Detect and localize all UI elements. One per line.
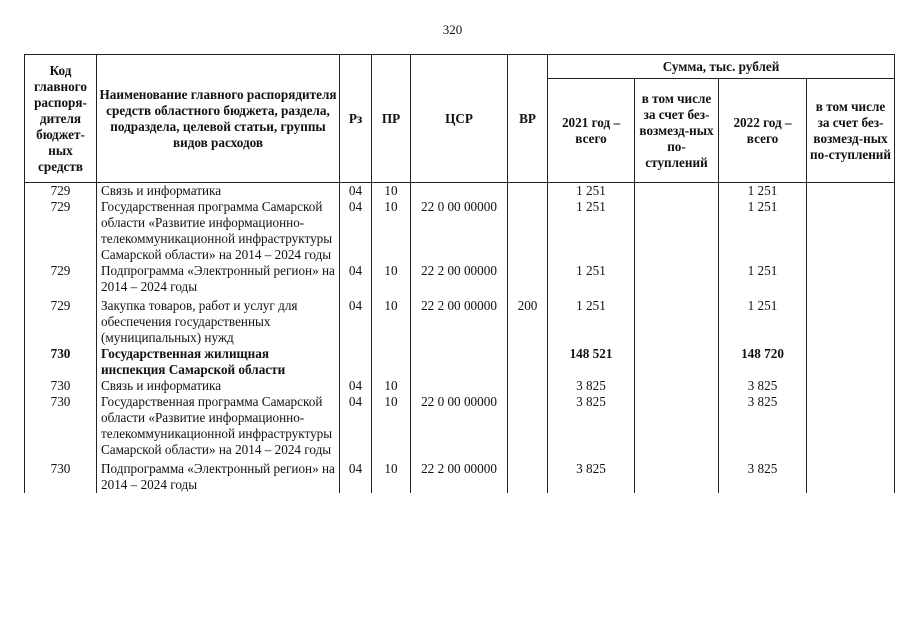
cell-2022-free xyxy=(807,183,895,200)
cell-rz: 04 xyxy=(340,394,372,458)
table-row xyxy=(25,263,895,295)
cell-code: 730 xyxy=(25,458,97,493)
cell-vr: 200 xyxy=(508,295,548,346)
cell-2022-free xyxy=(807,346,895,378)
cell-code: 729 xyxy=(25,263,97,295)
header-sum: Сумма, тыс. рублей xyxy=(548,55,895,79)
cell-pr: 10 xyxy=(372,458,411,493)
cell-2021: 3 825 xyxy=(548,458,635,493)
table-row xyxy=(25,183,895,200)
cell-2021: 1 251 xyxy=(548,295,635,346)
cell-2022-free xyxy=(807,263,895,295)
cell-code: 729 xyxy=(25,295,97,346)
cell-2021: 1 251 xyxy=(548,263,635,295)
cell-2021-free xyxy=(635,378,719,394)
cell-vr xyxy=(508,346,548,378)
table-row xyxy=(25,394,895,458)
header-2021-free: в том числе за счет без-возмезд-ных по-ступлений xyxy=(635,79,719,183)
cell-pr: 10 xyxy=(372,378,411,394)
cell-csr xyxy=(411,183,508,200)
header-csr: ЦСР xyxy=(411,55,508,183)
header-2021-total: 2021 год – всего xyxy=(548,79,635,183)
cell-pr: 10 xyxy=(372,263,411,295)
cell-2022: 1 251 xyxy=(719,183,807,200)
cell-2022-free xyxy=(807,378,895,394)
cell-2021-free xyxy=(635,295,719,346)
cell-vr xyxy=(508,378,548,394)
page-number: 320 xyxy=(442,22,463,37)
cell-vr xyxy=(508,458,548,493)
cell-vr xyxy=(508,394,548,458)
cell-2021-free xyxy=(635,346,719,378)
cell-pr: 10 xyxy=(372,295,411,346)
cell-2022: 1 251 xyxy=(719,295,807,346)
cell-csr xyxy=(411,378,508,394)
cell-name: Закупка товаров, работ и услуг для обеспечения государственных (муниципальных) нужд xyxy=(97,295,340,346)
cell-vr xyxy=(508,199,548,263)
table-header xyxy=(25,55,895,183)
cell-2021: 148 521 xyxy=(548,346,635,378)
cell-2022: 3 825 xyxy=(719,458,807,493)
table-row xyxy=(25,378,895,394)
cell-pr: 10 xyxy=(372,199,411,263)
table-row xyxy=(25,295,895,346)
cell-2022: 148 720 xyxy=(719,346,807,378)
header-vr: ВР xyxy=(508,55,548,183)
cell-csr: 22 2 00 00000 xyxy=(411,458,508,493)
cell-name: Подпрограмма «Электронный регион» на 2014 – 2024 годы xyxy=(97,458,340,493)
cell-rz: 04 xyxy=(340,378,372,394)
cell-pr xyxy=(372,346,411,378)
cell-vr xyxy=(508,263,548,295)
cell-name: Подпрограмма «Электронный регион» на 2014 – 2024 годы xyxy=(97,263,340,295)
cell-name: Государственная программа Самарской области «Развитие информационно-телекоммуникационной инфраструктуры Самарской области» на 2014 – 2024 годы xyxy=(97,199,340,263)
cell-rz xyxy=(340,346,372,378)
cell-2021-free xyxy=(635,183,719,200)
cell-csr: 22 0 00 00000 xyxy=(411,199,508,263)
cell-name: Государственная жилищная инспекция Самарской области xyxy=(97,346,340,378)
cell-name: Связь и информатика xyxy=(97,378,340,394)
cell-vr xyxy=(508,183,548,200)
cell-rz: 04 xyxy=(340,263,372,295)
cell-code: 730 xyxy=(25,346,97,378)
cell-2022: 3 825 xyxy=(719,394,807,458)
table-body xyxy=(25,183,895,494)
cell-2021: 3 825 xyxy=(548,394,635,458)
header-code: Код главного распоря-дителя бюджет-ных средств xyxy=(25,55,97,183)
header-name: Наименование главного распорядителя средств областного бюджета, раздела, подраздела, целевой статьи, группы видов расходов xyxy=(97,55,340,183)
cell-csr: 22 2 00 00000 xyxy=(411,263,508,295)
header-pr: ПР xyxy=(372,55,411,183)
budget-table xyxy=(24,54,895,493)
cell-2022: 1 251 xyxy=(719,199,807,263)
cell-2021-free xyxy=(635,458,719,493)
header-rz: Рз xyxy=(340,55,372,183)
cell-name: Связь и информатика xyxy=(97,183,340,200)
table-row xyxy=(25,199,895,263)
cell-pr: 10 xyxy=(372,394,411,458)
cell-2021: 3 825 xyxy=(548,378,635,394)
cell-code: 730 xyxy=(25,378,97,394)
cell-rz: 04 xyxy=(340,183,372,200)
cell-rz: 04 xyxy=(340,199,372,263)
cell-2022-free xyxy=(807,295,895,346)
cell-name: Государственная программа Самарской области «Развитие информационно-телекоммуникационной инфраструктуры Самарской области» на 2014 – 2024 годы xyxy=(97,394,340,458)
cell-rz: 04 xyxy=(340,295,372,346)
cell-2022-free xyxy=(807,394,895,458)
cell-pr: 10 xyxy=(372,183,411,200)
cell-csr: 22 2 00 00000 xyxy=(411,295,508,346)
cell-rz: 04 xyxy=(340,458,372,493)
cell-code: 729 xyxy=(25,183,97,200)
cell-2022-free xyxy=(807,458,895,493)
cell-2021: 1 251 xyxy=(548,183,635,200)
cell-2022: 3 825 xyxy=(719,378,807,394)
cell-2021-free xyxy=(635,263,719,295)
table-row xyxy=(25,346,895,378)
cell-csr xyxy=(411,346,508,378)
header-2022-total: 2022 год – всего xyxy=(719,79,807,183)
cell-code: 730 xyxy=(25,394,97,458)
table-row xyxy=(25,458,895,493)
cell-2022: 1 251 xyxy=(719,263,807,295)
cell-csr: 22 0 00 00000 xyxy=(411,394,508,458)
cell-2022-free xyxy=(807,199,895,263)
cell-2021-free xyxy=(635,394,719,458)
cell-2021-free xyxy=(635,199,719,263)
header-2022-free: в том числе за счет без-возмезд-ных по-ступлений xyxy=(807,79,895,183)
cell-2021: 1 251 xyxy=(548,199,635,263)
cell-code: 729 xyxy=(25,199,97,263)
